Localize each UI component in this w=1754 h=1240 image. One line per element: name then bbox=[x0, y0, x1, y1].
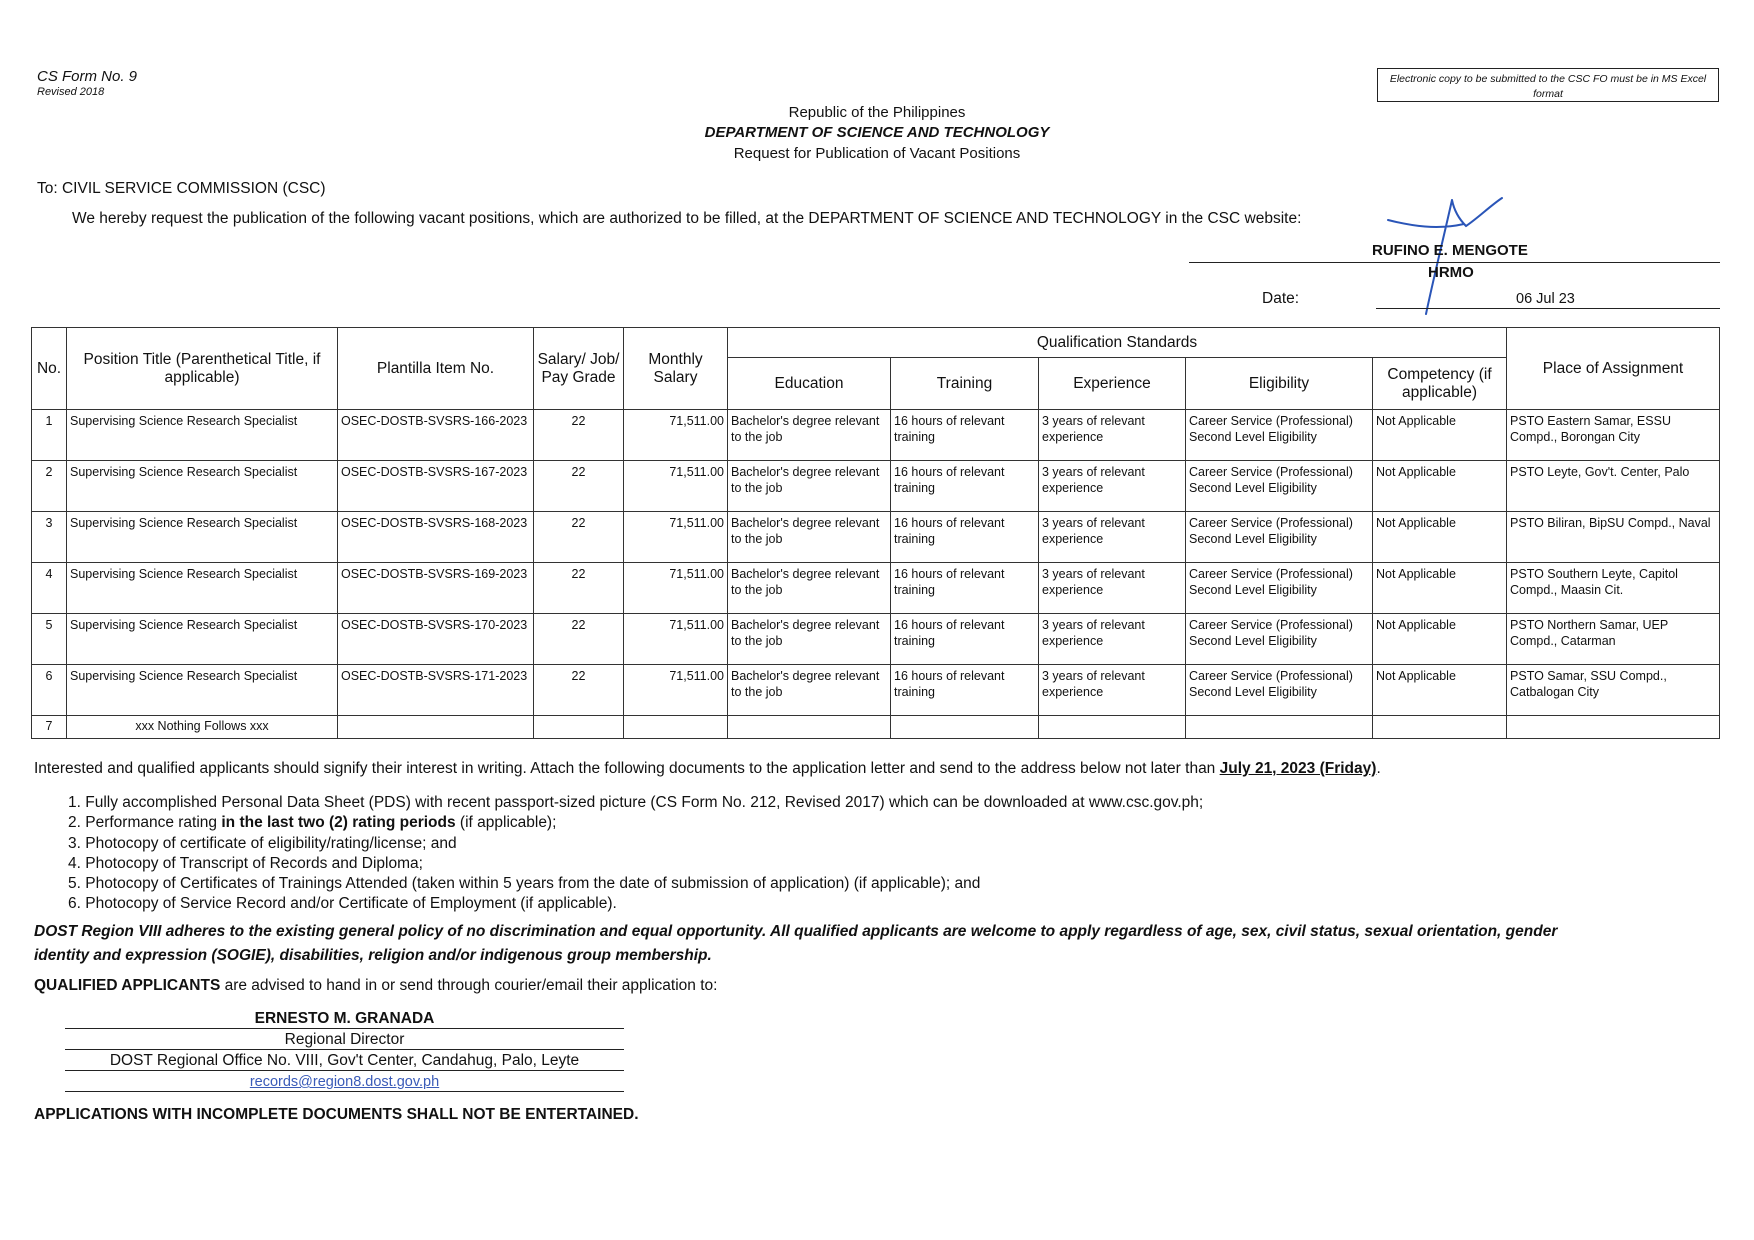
cell-place: PSTO Eastern Samar, ESSU Compd., Borongan City bbox=[1507, 410, 1720, 461]
table-row-last bbox=[32, 716, 1720, 739]
list-item: 2. Performance rating in the last two (2) rating periods (if applicable); bbox=[68, 814, 557, 832]
cell-experience: 3 years of relevant experience bbox=[1039, 665, 1186, 716]
table-row bbox=[32, 563, 1720, 614]
cell-eligibility: Career Service (Professional) Second Level Eligibility bbox=[1186, 512, 1373, 563]
addressee: To: CIVIL SERVICE COMMISSION (CSC) bbox=[37, 180, 326, 197]
cell-competency: Not Applicable bbox=[1373, 461, 1507, 512]
cell-position: Supervising Science Research Specialist bbox=[67, 461, 338, 512]
cell-education: Bachelor's degree relevant to the job bbox=[728, 410, 891, 461]
list-item: 5. Photocopy of Certificates of Trainings Attended (taken within 5 years from the date of submission of application) (if applicable); and bbox=[68, 875, 981, 893]
cell-competency: Not Applicable bbox=[1373, 512, 1507, 563]
cell-eligibility: Career Service (Professional) Second Level Eligibility bbox=[1186, 461, 1373, 512]
list-item: 1. Fully accomplished Personal Data Sheet (PDS) with recent passport-sized picture (CS Form No. 212, Revised 2017) which can be downloaded at www.csc.gov.ph; bbox=[68, 794, 1204, 811]
header-salary: Monthly Salary bbox=[624, 328, 728, 410]
header-qualification: Qualification Standards bbox=[728, 328, 1507, 358]
cell-education: Bachelor's degree relevant to the job bbox=[728, 461, 891, 512]
header-experience: Experience bbox=[1039, 358, 1186, 410]
header-competency: Competency (if applicable) bbox=[1373, 358, 1507, 410]
list-item: 6. Photocopy of Service Record and/or Certificate of Employment (if applicable). bbox=[68, 895, 617, 913]
table-row bbox=[32, 512, 1720, 563]
form-number: CS Form No. 9 bbox=[37, 68, 138, 85]
cell-position: Supervising Science Research Specialist bbox=[67, 614, 338, 665]
header-position: Position Title (Parenthetical Title, if applicable) bbox=[67, 328, 338, 410]
cell-training: 16 hours of relevant training bbox=[891, 410, 1039, 461]
contact-name: ERNESTO M. GRANADA bbox=[65, 1009, 624, 1029]
cell-education: Bachelor's degree relevant to the job bbox=[728, 563, 891, 614]
contact-title: Regional Director bbox=[65, 1030, 624, 1050]
signature-line bbox=[1189, 262, 1720, 263]
qualified-applicants-note: QUALIFIED APPLICANTS are advised to hand in or send through courier/email their application to: bbox=[34, 977, 718, 994]
cell-plantilla: OSEC-DOSTB-SVSRS-166-2023 bbox=[338, 410, 534, 461]
list-item: 4. Photocopy of Transcript of Records and Diploma; bbox=[68, 854, 423, 872]
table-row bbox=[32, 461, 1720, 512]
request-text: We hereby request the publication of the following vacant positions, which are authorized to be filled, at the DEPARTMENT OF SCIENCE AND TECHNOLOGY in the CSC website: bbox=[72, 210, 1302, 227]
header-plantilla: Plantilla Item No. bbox=[338, 328, 534, 410]
deadline: July 21, 2023 (Friday) bbox=[1219, 760, 1377, 777]
table-row bbox=[32, 410, 1720, 461]
cell-competency: Not Applicable bbox=[1373, 563, 1507, 614]
cell-salary: 71,511.00 bbox=[624, 614, 728, 665]
contact-email-link[interactable]: records@region8.dost.gov.ph bbox=[249, 1074, 440, 1090]
date-value: 06 Jul 23 bbox=[1516, 291, 1575, 307]
cell-competency: Not Applicable bbox=[1373, 665, 1507, 716]
list-item: 3. Photocopy of certificate of eligibility/rating/license; and bbox=[68, 834, 457, 852]
cell-eligibility: Career Service (Professional) Second Level Eligibility bbox=[1186, 665, 1373, 716]
cell-no: 7 bbox=[32, 716, 67, 739]
cell-training: 16 hours of relevant training bbox=[891, 563, 1039, 614]
cell-competency: Not Applicable bbox=[1373, 410, 1507, 461]
cell-experience: 3 years of relevant experience bbox=[1039, 614, 1186, 665]
cell-grade: 22 bbox=[534, 665, 624, 716]
header-training: Training bbox=[891, 358, 1039, 410]
cell-position: Supervising Science Research Specialist bbox=[67, 512, 338, 563]
cell-no: 1 bbox=[32, 410, 67, 461]
cell-training: 16 hours of relevant training bbox=[891, 461, 1039, 512]
nothing-follows: xxx Nothing Follows xxx bbox=[67, 716, 338, 739]
cell-grade: 22 bbox=[534, 512, 624, 563]
contact-office: DOST Regional Office No. VIII, Gov't Center, Candahug, Palo, Leyte bbox=[65, 1051, 624, 1071]
header-grade: Salary/ Job/ Pay Grade bbox=[534, 328, 624, 410]
form-revision: Revised 2018 bbox=[37, 86, 105, 98]
cell-plantilla: OSEC-DOSTB-SVSRS-170-2023 bbox=[338, 614, 534, 665]
table-row bbox=[32, 665, 1720, 716]
instructions-intro: Interested and qualified applicants should signify their interest in writing. Attach the following documents to the application letter and send to the address below not later than July 21, 2023 (Friday). bbox=[34, 760, 1381, 777]
cell-grade: 22 bbox=[534, 614, 624, 665]
contact-block bbox=[65, 1009, 624, 1093]
cell-no: 6 bbox=[32, 665, 67, 716]
cell-grade: 22 bbox=[534, 563, 624, 614]
cell-eligibility: Career Service (Professional) Second Level Eligibility bbox=[1186, 614, 1373, 665]
contact-email-row bbox=[65, 1072, 624, 1092]
cell-competency: Not Applicable bbox=[1373, 614, 1507, 665]
cell-place: PSTO Southern Leyte, Capitol Compd., Maasin Cit. bbox=[1507, 563, 1720, 614]
cell-plantilla: OSEC-DOSTB-SVSRS-168-2023 bbox=[338, 512, 534, 563]
cell-plantilla: OSEC-DOSTB-SVSRS-169-2023 bbox=[338, 563, 534, 614]
cell-position: Supervising Science Research Specialist bbox=[67, 665, 338, 716]
cell-eligibility: Career Service (Professional) Second Level Eligibility bbox=[1186, 410, 1373, 461]
cell-place: PSTO Leyte, Gov't. Center, Palo bbox=[1507, 461, 1720, 512]
table-row bbox=[32, 614, 1720, 665]
signatory-position: HRMO bbox=[1428, 264, 1474, 281]
cell-experience: 3 years of relevant experience bbox=[1039, 563, 1186, 614]
vacancy-table bbox=[31, 327, 1720, 739]
cell-experience: 3 years of relevant experience bbox=[1039, 461, 1186, 512]
cell-place: PSTO Samar, SSU Compd., Catbalogan City bbox=[1507, 665, 1720, 716]
cell-grade: 22 bbox=[534, 410, 624, 461]
incomplete-warning: APPLICATIONS WITH INCOMPLETE DOCUMENTS SHALL NOT BE ENTERTAINED. bbox=[34, 1106, 639, 1123]
cell-position: Supervising Science Research Specialist bbox=[67, 563, 338, 614]
equal-opportunity-policy: DOST Region VIII adheres to the existing general policy of no discrimination and equal opportunity. All qualified applicants are welcome to apply regardless of age, sex, civil status, sexual orientation, gender identity and expression (SOGIE), disabilities, religion and/or indigenous group membership. bbox=[34, 923, 1558, 964]
header-eligibility: Eligibility bbox=[1186, 358, 1373, 410]
cell-place: PSTO Biliran, BipSU Compd., Naval bbox=[1507, 512, 1720, 563]
date-label: Date: bbox=[1262, 290, 1300, 307]
date-line bbox=[1376, 308, 1720, 309]
cell-salary: 71,511.00 bbox=[624, 461, 728, 512]
cell-no: 2 bbox=[32, 461, 67, 512]
signatory-name: RUFINO E. MENGOTE bbox=[1372, 242, 1528, 259]
cell-no: 5 bbox=[32, 614, 67, 665]
cell-education: Bachelor's degree relevant to the job bbox=[728, 512, 891, 563]
electronic-copy-note: Electronic copy to be submitted to the CSC FO must be in MS Excel format bbox=[1377, 68, 1719, 102]
cell-eligibility: Career Service (Professional) Second Level Eligibility bbox=[1186, 563, 1373, 614]
header-education: Education bbox=[728, 358, 891, 410]
requirements-list bbox=[68, 793, 1203, 915]
document-subtitle: Request for Publication of Vacant Positions bbox=[733, 145, 1021, 162]
cell-salary: 71,511.00 bbox=[624, 665, 728, 716]
cell-training: 16 hours of relevant training bbox=[891, 614, 1039, 665]
cell-plantilla: OSEC-DOSTB-SVSRS-167-2023 bbox=[338, 461, 534, 512]
cell-education: Bachelor's degree relevant to the job bbox=[728, 614, 891, 665]
cell-position: Supervising Science Research Specialist bbox=[67, 410, 338, 461]
cell-experience: 3 years of relevant experience bbox=[1039, 512, 1186, 563]
cell-place: PSTO Northern Samar, UEP Compd., Catarman bbox=[1507, 614, 1720, 665]
header-no: No. bbox=[32, 328, 67, 410]
cell-training: 16 hours of relevant training bbox=[891, 512, 1039, 563]
cell-grade: 22 bbox=[534, 461, 624, 512]
header-place: Place of Assignment bbox=[1507, 328, 1720, 410]
cell-salary: 71,511.00 bbox=[624, 410, 728, 461]
cell-salary: 71,511.00 bbox=[624, 563, 728, 614]
cell-plantilla: OSEC-DOSTB-SVSRS-171-2023 bbox=[338, 665, 534, 716]
cell-no: 4 bbox=[32, 563, 67, 614]
cell-education: Bachelor's degree relevant to the job bbox=[728, 665, 891, 716]
cell-training: 16 hours of relevant training bbox=[891, 665, 1039, 716]
republic-heading: Republic of the Philippines bbox=[788, 104, 966, 121]
cell-experience: 3 years of relevant experience bbox=[1039, 410, 1186, 461]
department-heading: DEPARTMENT OF SCIENCE AND TECHNOLOGY bbox=[704, 124, 1050, 141]
cell-no: 3 bbox=[32, 512, 67, 563]
cell-salary: 71,511.00 bbox=[624, 512, 728, 563]
